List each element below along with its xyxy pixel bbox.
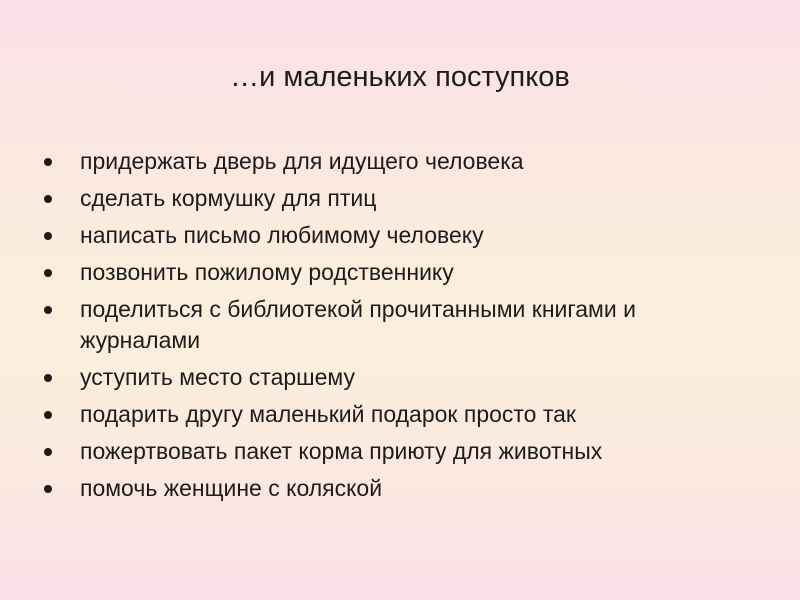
list-item-text: подарить другу маленький подарок просто так (80, 401, 576, 427)
list-item (42, 362, 762, 393)
list-item (42, 436, 762, 467)
list-item-text: придержать дверь для идущего человека (80, 148, 524, 174)
list-item (42, 399, 762, 430)
bullet-dot-icon (44, 195, 52, 203)
bullet-dot-icon (44, 374, 52, 382)
list-item-text: помочь женщине с коляской (80, 475, 383, 501)
list-item-text: написать письмо любимому человеку (80, 222, 484, 248)
bullet-list (42, 146, 762, 510)
list-item-text: уступить место старшему (80, 364, 355, 390)
bullet-dot-icon (44, 306, 52, 314)
list-item (42, 220, 762, 251)
list-item-text: пожертвовать пакет корма приюту для животных (80, 438, 603, 464)
bullet-dot-icon (44, 448, 52, 456)
list-item (42, 473, 762, 504)
list-item-text: сделать кормушку для птиц (80, 185, 377, 211)
bullet-dot-icon (44, 411, 52, 419)
bullet-dot-icon (44, 485, 52, 493)
list-item (42, 146, 762, 177)
list-item (42, 294, 762, 356)
bullet-dot-icon (44, 232, 52, 240)
bullet-dot-icon (44, 269, 52, 277)
list-item (42, 183, 762, 214)
list-item (42, 257, 762, 288)
bullet-dot-icon (44, 158, 52, 166)
slide-title: …и маленьких поступков (230, 61, 570, 93)
list-item-text: поделиться с библиотекой прочитанными книгами и журналами (80, 296, 636, 353)
list-item-text: позвонить пожилому родственнику (80, 259, 454, 285)
